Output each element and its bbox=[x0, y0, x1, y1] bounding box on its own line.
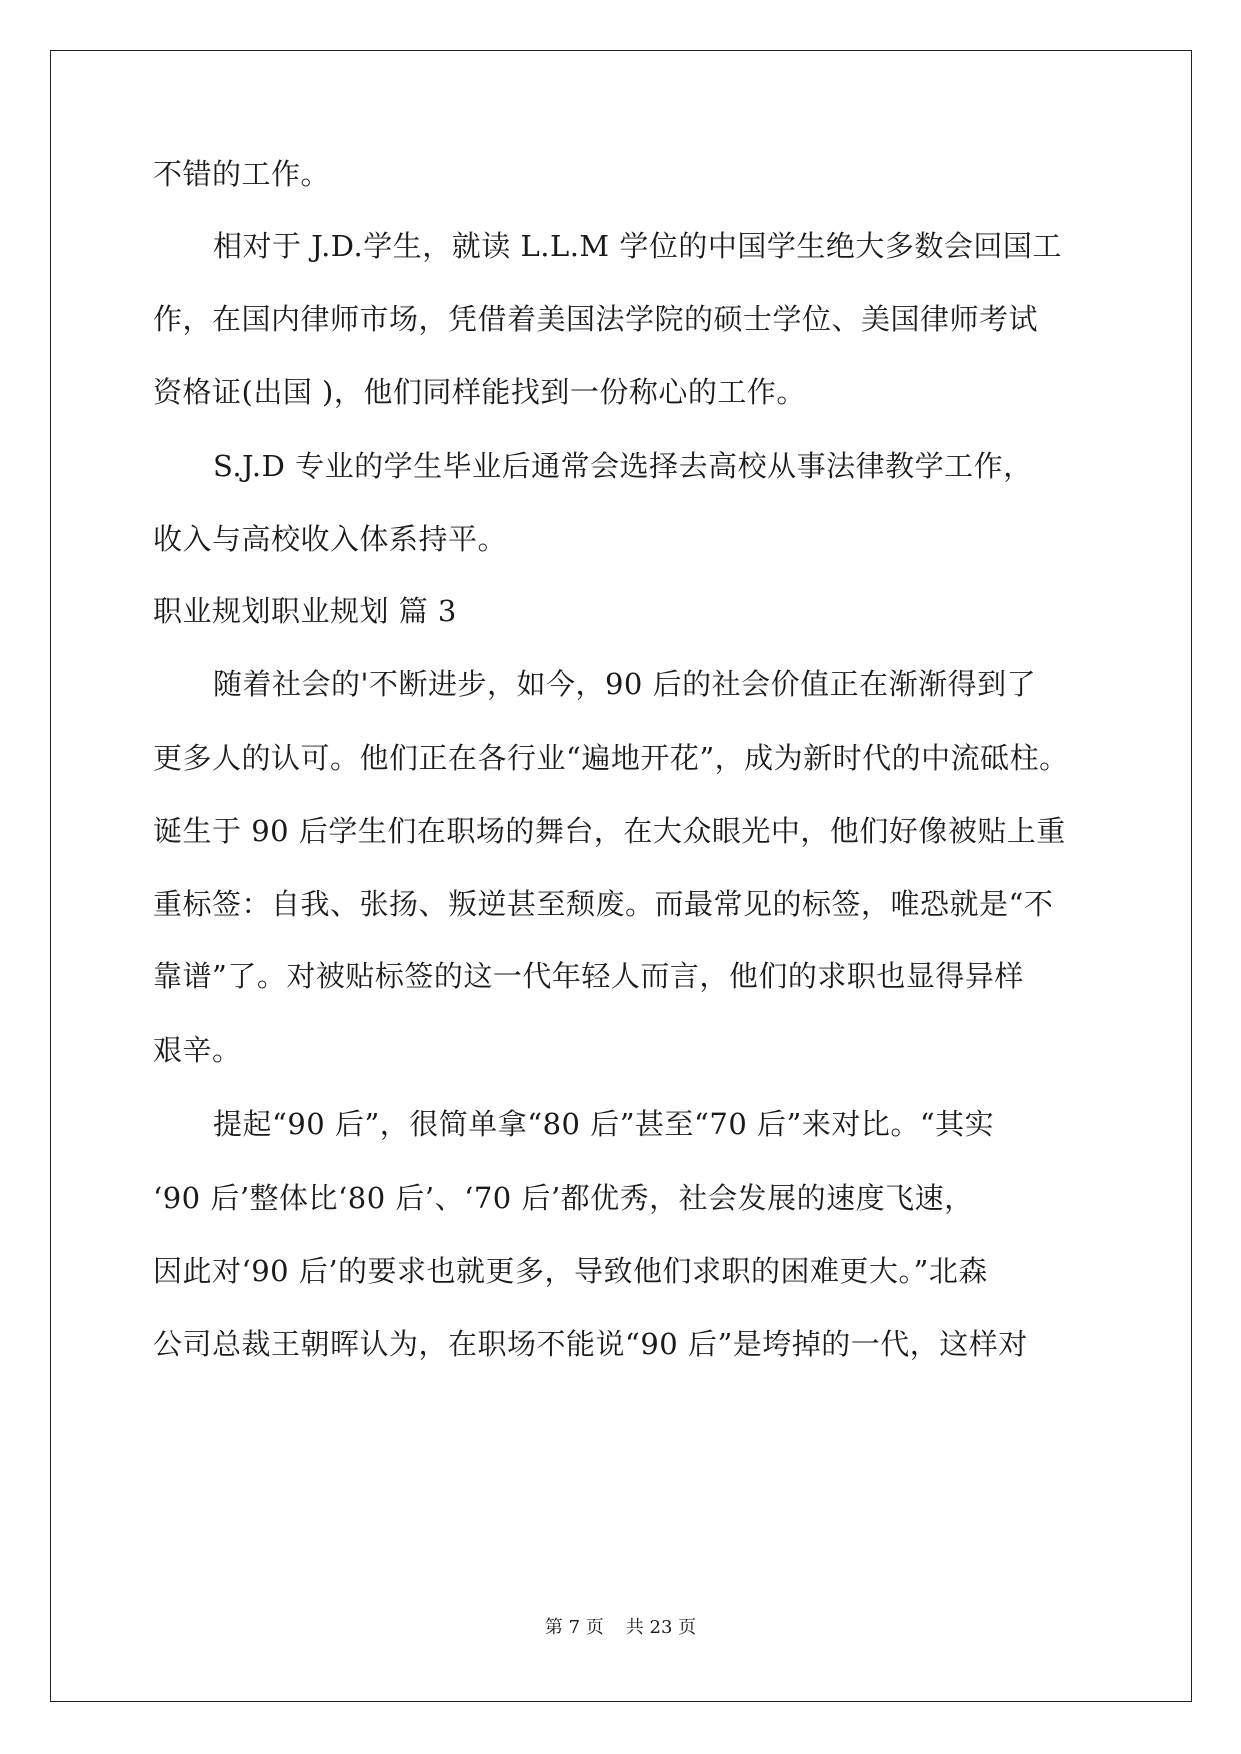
text-line-4: 资格证(出国 )，他们同样能找到一份称心的工作。 bbox=[153, 375, 806, 409]
text-line-6: 收入与高校收入体系持平。 bbox=[153, 522, 508, 556]
section-heading: 职业规划职业规划 篇 3 bbox=[153, 594, 457, 628]
text-line-13: 艰辛。 bbox=[153, 1033, 242, 1067]
page-footer bbox=[0, 1616, 1241, 1640]
text-line-3: 作，在国内律师市场，凭借着美国法学院的硕士学位、美国律师考试 bbox=[153, 302, 1039, 336]
text-line-8: 随着社会的'不断进步，如今，90 后的社会价值正在渐渐得到了 bbox=[213, 667, 1037, 701]
text-line-12: 靠谱”了。对被贴标签的这一代年轻人而言，他们的求职也显得异样 bbox=[153, 959, 1024, 993]
text-line-15: ‘90 后’整体比‘80 后’、‘70 后’都优秀，社会发展的速度飞速， bbox=[153, 1181, 974, 1215]
text-line-14: 提起“90 后”，很简单拿“80 后”甚至“70 后”来对比。“其实 bbox=[213, 1107, 995, 1141]
page-total: 共 23 页 bbox=[625, 1617, 697, 1638]
text-line-10: 诞生于 90 后学生们在职场的舞台，在大众眼光中，他们好像被贴上重 bbox=[153, 814, 1066, 848]
text-line-9: 更多人的认可。他们正在各行业“遍地开花”，成为新时代的中流砥柱。 bbox=[153, 741, 1069, 775]
text-line-17: 公司总裁王朝晖认为，在职场不能说“90 后”是垮掉的一代，这样对 bbox=[153, 1327, 1028, 1361]
page-border bbox=[50, 50, 1192, 1702]
page-number: 第 7 页 bbox=[544, 1617, 604, 1638]
text-line-11: 重标签：自我、张扬、叛逆甚至颓废。而最常见的标签，唯恐就是“不 bbox=[153, 887, 1054, 921]
text-line-16: 因此对‘90 后’的要求也就更多，导致他们求职的困难更大。”北森 bbox=[153, 1254, 988, 1288]
text-line-1: 不错的工作。 bbox=[153, 157, 331, 191]
text-line-5: S.J.D 专业的学生毕业后通常会选择去高校从事法律教学工作， bbox=[213, 449, 1033, 483]
text-line-2: 相对于 J.D.学生，就读 L.L.M 学位的中国学生绝大多数会回国工 bbox=[213, 229, 1062, 263]
